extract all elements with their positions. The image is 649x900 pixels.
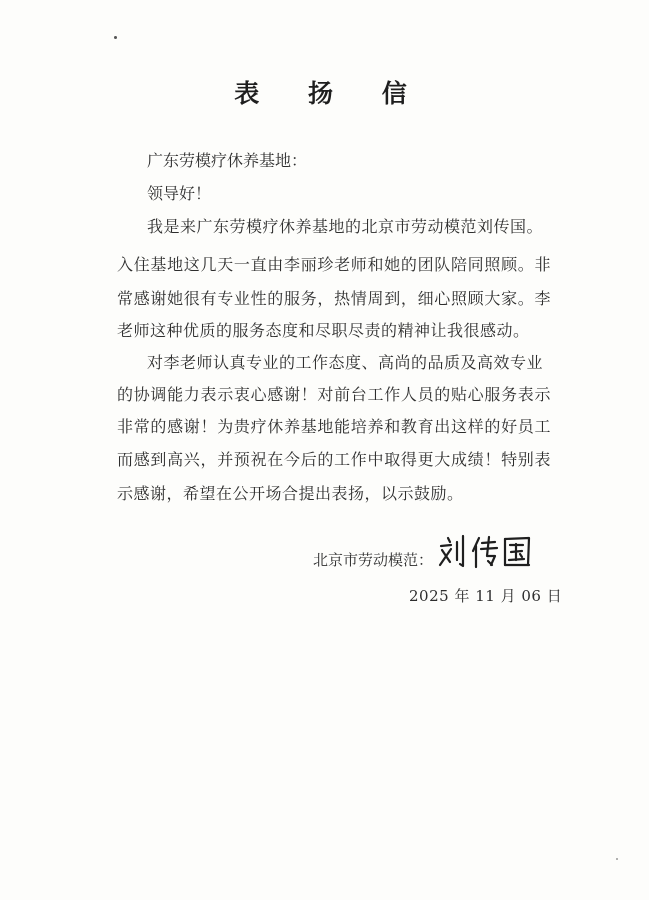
paragraph-1-line: 老师这种优质的服务态度和尽职尽责的精神让我很感动。	[117, 321, 530, 340]
paragraph-1-line: 入住基地这几天一直由李丽珍老师和她的团队陪同照顾。非	[117, 255, 551, 274]
signature-label: 北京市劳动模范：	[313, 551, 434, 569]
paragraph-1-line: 我是来广东劳模疗休养基地的北京市劳动模范刘传国。	[147, 217, 544, 236]
handwritten-signature	[437, 532, 549, 572]
scan-speck	[114, 36, 117, 39]
paragraph-2-line: 对李老师认真专业的工作态度、高尚的品质及高效专业	[147, 353, 544, 372]
paragraph-2-line: 而感到高兴，并预祝在今后的工作中取得更大成绩！特别表	[117, 450, 551, 469]
scan-speck	[616, 858, 618, 860]
paragraph-1-line: 常感谢她很有专业性的服务，热情周到，细心照顾大家。李	[117, 289, 551, 308]
paragraph-2-line: 的协调能力表示衷心感谢！对前台工作人员的贴心服务表示	[117, 385, 551, 404]
paragraph-2-line: 示感谢，希望在公开场合提出表扬，以示鼓励。	[117, 484, 464, 503]
letter-title: 表 扬 信	[234, 79, 427, 108]
paragraph-2-line: 非常的感谢！为贵疗休养基地能培养和教育出这样的好员工	[117, 417, 551, 436]
signature-block	[313, 532, 549, 572]
salutation: 广东劳模疗休养基地：	[147, 151, 308, 170]
greeting: 领导好！	[147, 184, 212, 203]
letter-date: 2025 年 11 月 06 日	[409, 587, 563, 605]
